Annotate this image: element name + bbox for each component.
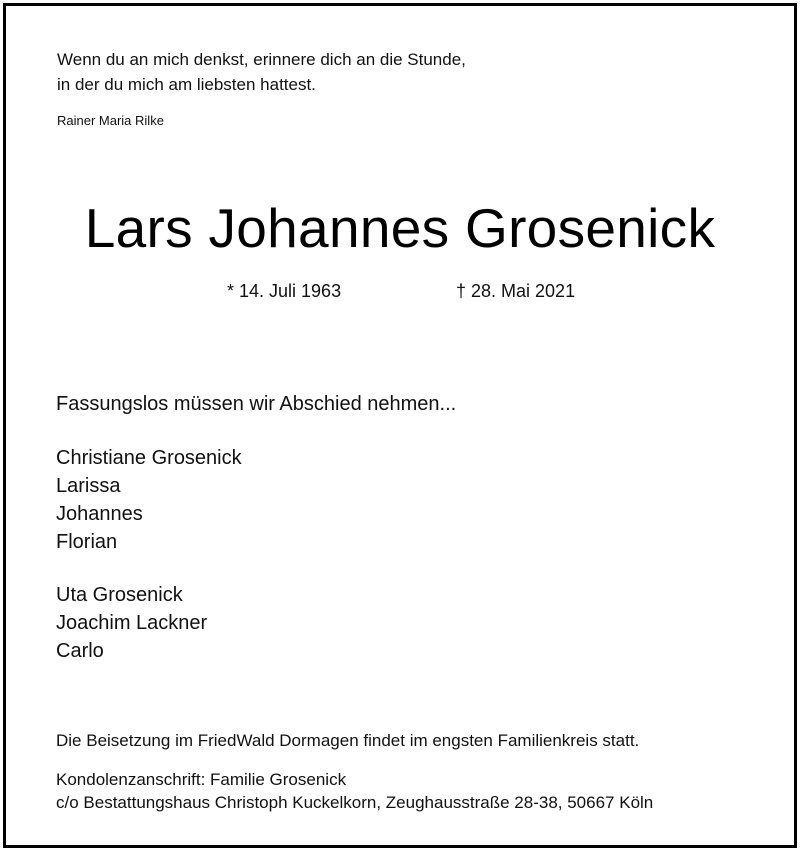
quote-author: Rainer Maria Rilke — [57, 113, 164, 128]
obituary-notice — [3, 3, 797, 848]
mourner-name: Carlo — [56, 640, 104, 662]
mourner-name: Christiane Grosenick — [56, 447, 242, 469]
quote-line-1: Wenn du an mich denkst, erinnere dich an die Stunde, — [57, 50, 466, 69]
burial-info: Die Beisetzung im FriedWald Dormagen findet im engsten Familienkreis statt. — [56, 731, 640, 750]
quote-line-2: in der du mich am liebsten hattest. — [57, 75, 316, 94]
mourners-group-2 — [56, 581, 207, 665]
mourner-name: Joachim Lackner — [56, 612, 208, 634]
mourner-name: Florian — [56, 531, 118, 553]
mourner-name: Larissa — [56, 475, 121, 497]
condolence-address-line-2: c/o Bestattungshaus Christoph Kuckelkorn, Zeughausstraße 28-38, 50667 Köln — [56, 793, 654, 812]
mourner-name: Johannes — [56, 503, 143, 525]
death-date: † 28. Mai 2021 — [456, 281, 576, 301]
birth-date: * 14. Juli 1963 — [227, 281, 342, 301]
deceased-name: Lars Johannes Grosenick — [84, 197, 716, 259]
farewell-message: Fassungslos müssen wir Abschied nehmen... — [56, 393, 457, 415]
mourner-name: Uta Grosenick — [56, 584, 183, 606]
mourners-group-1 — [56, 444, 242, 556]
condolence-address-line-1: Kondolenzanschrift: Familie Grosenick — [56, 770, 347, 789]
